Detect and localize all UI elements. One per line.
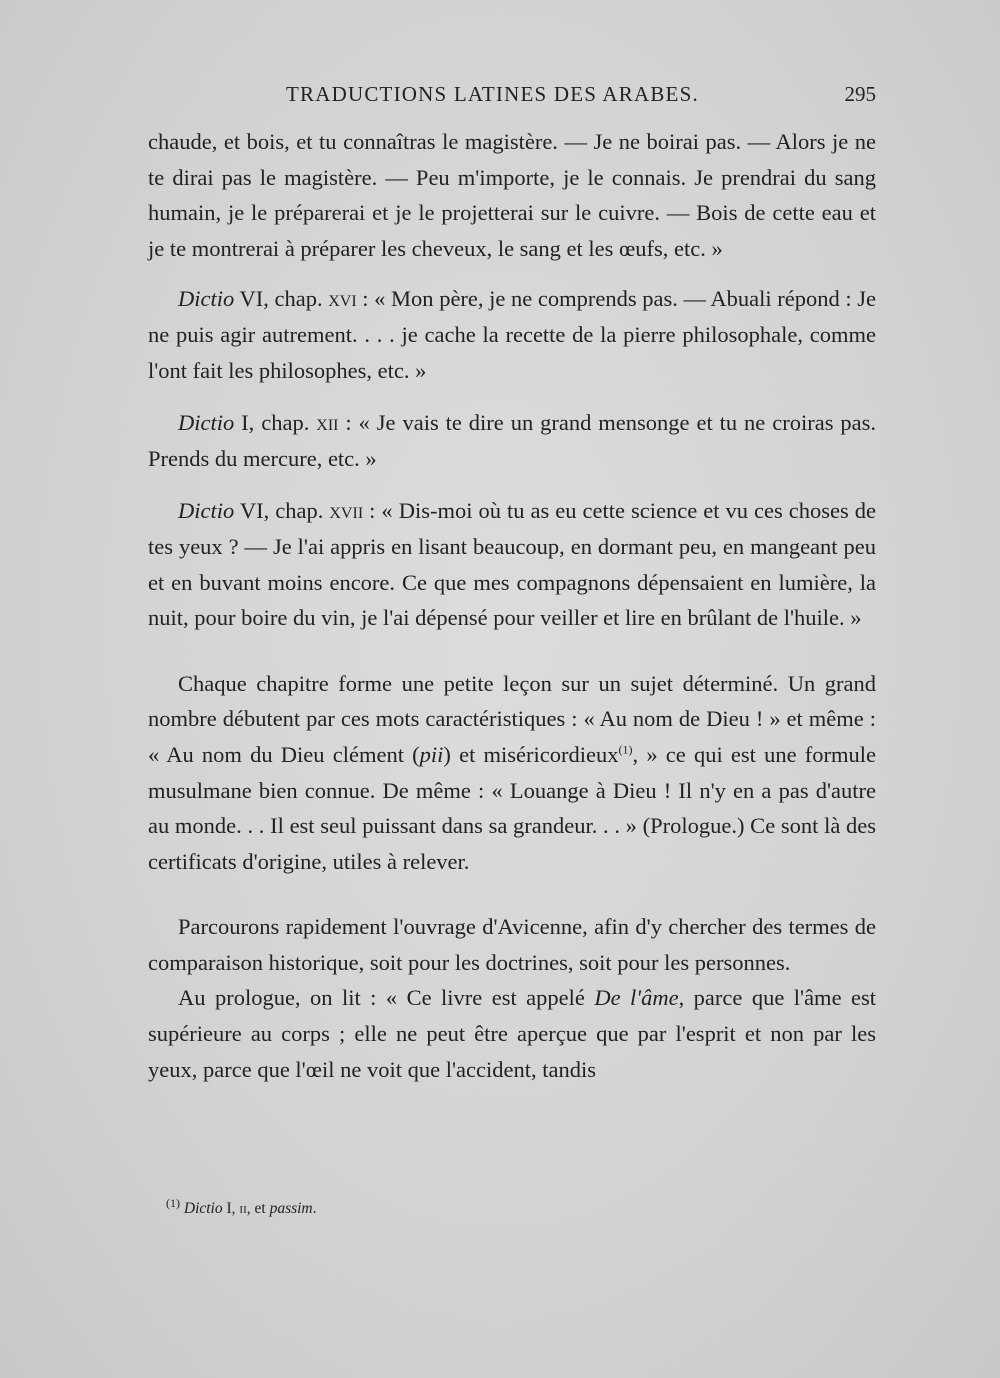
paragraph-5-text-start: Chaque chapitre forme une petite leçon sur un sujet déterminé. Un grand nombre débutent par ces mots caractéristiques : « Au nom de Dieu ! » et même : « Au nom du Dieu clément ( — [148, 670, 876, 767]
chapter-number: xvii — [329, 498, 364, 524]
reference-text: VI, chap. — [234, 286, 329, 312]
footnote-passim: passim — [269, 1200, 313, 1217]
paragraph-2-text: : « Mon père, je ne comprends pas. — Abuali répond : Je ne puis agir autrement. . . . je cache la recette de la pierre philosophale, comme l'ont fait les philosophes, etc. » — [148, 286, 877, 383]
footnote-end: . — [312, 1200, 317, 1217]
paragraph-2 — [148, 281, 876, 388]
footnote-connector: , et — [246, 1200, 270, 1217]
page-header — [148, 82, 876, 112]
dictio-label: Dictio — [178, 410, 235, 436]
chapter-number: xvi — [328, 286, 357, 312]
paragraph-7-text-end: , parce que l'âme est supérieure au corps ; elle ne peut être aperçue que par l'esprit et non par les yeux, parce que l'œil ne voit que l'accident, tandis — [148, 985, 876, 1082]
footnote-reference-text: I, — [222, 1200, 240, 1217]
paragraph-4 — [148, 493, 876, 635]
paragraph-7 — [148, 980, 876, 1087]
footnote — [166, 1195, 317, 1218]
paragraph-6 — [148, 909, 876, 980]
latin-term: pii — [419, 741, 444, 767]
paragraph-1-text: chaude, et bois, et tu connaîtras le magistère. — Je ne boirai pas. — Alors je ne te dirai pas le magistère. — Peu m'importe, je le connais. Je prendrai du sang humain, je le préparerai et je le projetterai sur le cuivre. — Bois de cette eau et je te montrerai à préparer les cheveux, le sang et les œufs, etc. » — [148, 129, 876, 261]
reference-text: VI, chap. — [234, 498, 330, 524]
running-title: TRADUCTIONS LATINES DES ARABES. — [286, 82, 699, 106]
footnote-marker: (1) — [166, 1195, 180, 1210]
reference-text: I, chap. — [234, 410, 317, 436]
page-number: 295 — [844, 82, 876, 106]
paragraph-5-text-end: , » ce qui est une formule musulmane bien connue. De même : « Louange à Dieu ! Il n'y en a pas d'autre au monde. . . Il est seul puissant dans sa grandeur. . . » (Prologue.) Ce sont là des certificats d'origine, utiles à relever. — [148, 741, 877, 874]
dictio-label: Dictio — [178, 498, 235, 524]
paragraph-3-text: : « Je vais te dire un grand mensonge et tu ne croiras pas. Prends du mercure, etc. » — [148, 410, 876, 471]
paragraph-1 — [148, 124, 876, 266]
footnote-reference: (1) — [618, 742, 633, 757]
dictio-label: Dictio — [178, 286, 235, 312]
chapter-number: xii — [316, 410, 339, 436]
paragraph-3 — [148, 405, 876, 476]
book-title: De l'âme — [594, 985, 679, 1011]
paragraph-6-text: Parcourons rapidement l'ouvrage d'Avicenne, afin d'y chercher des termes de comparaison historique, soit pour les doctrines, soit pour les personnes. — [148, 914, 876, 975]
paragraph-5-text-middle: ) et miséricordieux — [443, 741, 619, 767]
paragraph-5 — [148, 666, 876, 880]
paragraph-4-text: : « Dis-moi où tu as eu cette science et vu ces choses de tes yeux ? — Je l'ai appris en lisant beaucoup, en dormant peu, en mangeant peu et en buvant moins encore. Ce que mes compagnons dépensaient en lumière, la nuit, pour boire du vin, je l'ai dépensé pour veiller et lire en brûlant de l'huile. » — [148, 498, 876, 631]
paragraph-7-text-start: Au prologue, on lit : « Ce livre est appelé — [178, 985, 595, 1011]
footnote-dictio: Dictio — [183, 1200, 223, 1217]
body-text — [148, 124, 876, 1087]
footnote-number: ii — [239, 1200, 247, 1217]
